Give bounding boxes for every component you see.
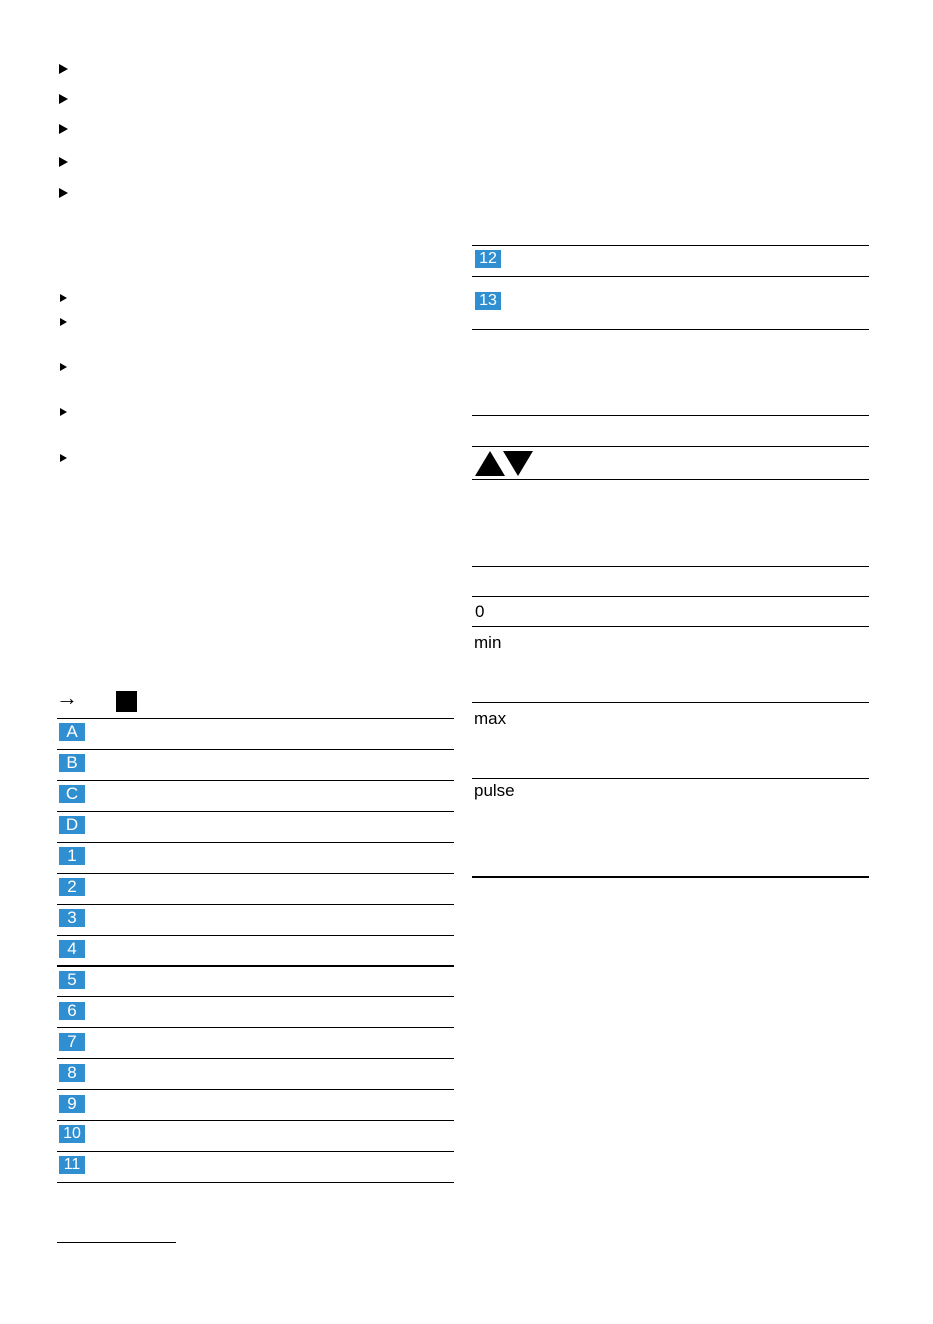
table-rule	[57, 842, 454, 843]
table-rule	[57, 965, 454, 967]
table-rule	[57, 1058, 454, 1059]
item-badge: 1	[59, 847, 85, 865]
black-square-icon	[116, 691, 137, 712]
item-badge: C	[59, 785, 85, 803]
table-rule	[472, 876, 869, 878]
bullet-icon	[60, 294, 67, 302]
bullet-icon	[59, 124, 68, 134]
item-badge: B	[59, 754, 85, 772]
table-rule	[472, 446, 869, 447]
footnote-rule	[57, 1242, 176, 1243]
table-rule	[472, 329, 869, 330]
table-rule	[472, 596, 869, 597]
bullet-icon	[60, 408, 67, 416]
item-badge: 5	[59, 971, 85, 989]
item-badge: 2	[59, 878, 85, 896]
table-rule	[472, 276, 869, 277]
arrow-down-icon	[503, 451, 533, 476]
bullet-icon	[59, 157, 68, 167]
table-rule	[57, 935, 454, 936]
table-rule	[472, 626, 869, 627]
arrow-right-icon: →	[56, 685, 78, 710]
bullet-icon	[59, 188, 68, 198]
table-rule	[57, 904, 454, 905]
table-rule	[57, 1120, 454, 1121]
table-rule	[57, 811, 454, 812]
bullet-icon	[60, 318, 67, 326]
item-badge: 11	[59, 1156, 85, 1174]
setting-label: pulse	[474, 781, 515, 800]
item-badge: 3	[59, 909, 85, 927]
item-badge: 9	[59, 1095, 85, 1113]
table-rule	[472, 479, 869, 480]
bullet-icon	[59, 64, 68, 74]
table-rule	[57, 1089, 454, 1090]
bullet-icon	[60, 363, 67, 371]
setting-label: max	[474, 709, 507, 728]
item-badge: 4	[59, 940, 85, 958]
item-badge: 13	[475, 292, 501, 310]
table-rule	[57, 718, 454, 719]
table-rule	[57, 780, 454, 781]
table-rule	[57, 749, 454, 750]
table-rule	[472, 566, 869, 567]
table-rule	[472, 702, 869, 703]
item-badge: A	[59, 723, 85, 741]
table-rule	[57, 873, 454, 874]
setting-label: min	[474, 633, 502, 652]
bullet-icon	[60, 454, 67, 462]
table-rule	[472, 778, 869, 779]
table-rule	[57, 1182, 454, 1183]
setting-label: 0	[475, 602, 485, 621]
table-rule	[472, 415, 869, 416]
item-badge: 12	[475, 250, 501, 268]
item-badge: 10	[59, 1125, 85, 1143]
item-badge: 7	[59, 1033, 85, 1051]
bullet-icon	[59, 94, 68, 104]
table-rule	[472, 245, 869, 246]
table-rule	[57, 1027, 454, 1028]
arrow-up-icon	[475, 451, 505, 476]
item-badge: D	[59, 816, 85, 834]
item-badge: 8	[59, 1064, 85, 1082]
table-rule	[57, 996, 454, 997]
table-rule	[57, 1151, 454, 1152]
item-badge: 6	[59, 1002, 85, 1020]
